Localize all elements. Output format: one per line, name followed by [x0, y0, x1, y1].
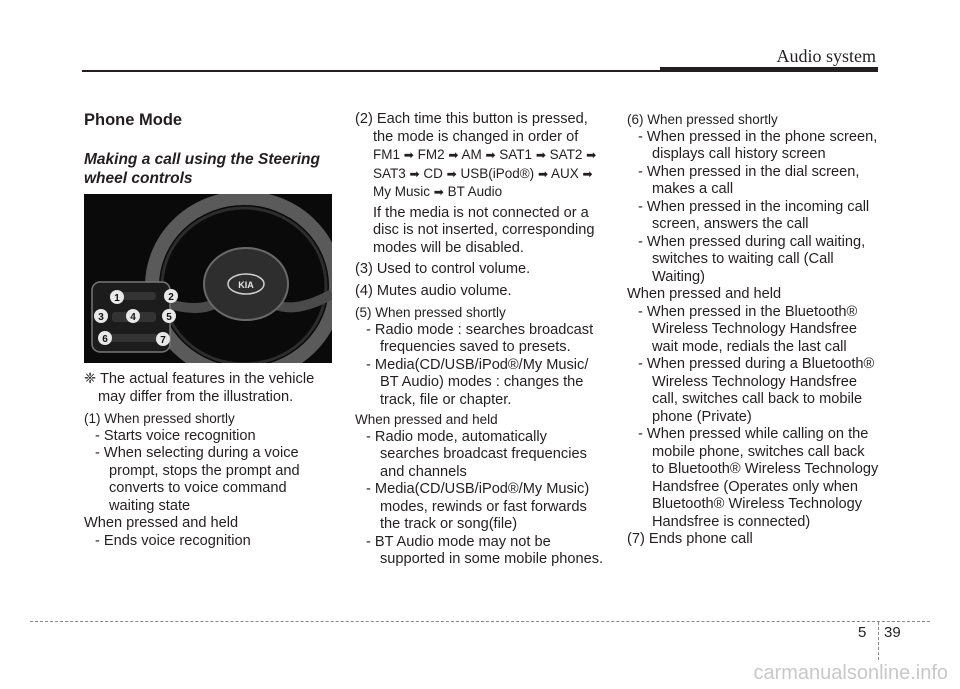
held-2-c: - BT Audio mode may not be supported in some mobile phones. [366, 533, 604, 567]
section-heading: Phone Mode [84, 111, 183, 129]
svg-text:3: 3 [98, 312, 104, 323]
running-header-title: Audio system [776, 46, 876, 66]
item-2-text: (2) Each time this button is pressed, the mode is changed in order of [355, 111, 588, 145]
column-1 [84, 371, 336, 550]
held-2-a: - Radio mode, automatically searches broadcast frequencies and channels [366, 428, 587, 480]
kia-logo-text: KIA [238, 280, 254, 290]
item-1-b: - When selecting during a voice prompt, stops the prompt and converts to voice command waiting state [95, 445, 300, 514]
steering-wheel-illustration [84, 194, 332, 363]
held-title-1: When pressed and held [84, 515, 239, 531]
held-title-3: When pressed and held [627, 286, 782, 302]
svg-text:2: 2 [168, 292, 174, 303]
held-3-a: - When pressed in the Bluetooth® Wireless Technology Handsfree wait mode, redials the last call [638, 303, 858, 355]
section-subheading: Making a call using the Steering wheel controls [84, 151, 320, 187]
svg-text:7: 7 [160, 335, 166, 346]
item-5-a: - Radio mode : searches broadcast frequencies saved to presets. [366, 321, 594, 355]
item-7: (7) Ends phone call [627, 531, 753, 547]
steering-wheel-figure [84, 194, 332, 363]
svg-text:4: 4 [130, 312, 136, 323]
item-6-title: (6) When pressed shortly [627, 112, 778, 127]
item-3: (3) Used to control volume. [355, 261, 531, 277]
held-title-2: When pressed and held [355, 412, 498, 427]
item-4: (4) Mutes audio volume. [355, 282, 512, 299]
item-6-c: - When pressed in the incoming call screen, answers the call [638, 198, 870, 232]
item-5-title: (5) When pressed shortly [355, 305, 506, 320]
footer-divider [878, 622, 879, 660]
item-6-b: - When pressed in the dial screen, makes a call [638, 163, 860, 197]
held-1-a: - Ends voice recognition [95, 532, 251, 549]
item-6-a: - When pressed in the phone screen, displays call history screen [638, 128, 878, 162]
held-3-c: - When pressed while calling on the mobile phone, switches call back to Bluetooth® Wireless Technology Handsfree (Operates only when Bluetooth® Wireless Technology Handsfree is connected) [638, 426, 879, 530]
column-3 [627, 111, 879, 549]
svg-text:1: 1 [114, 293, 120, 304]
item-1-title: (1) When pressed shortly [84, 411, 235, 426]
svg-text:6: 6 [102, 334, 108, 345]
page-number: 39 [884, 624, 901, 641]
item-5-b: - Media(CD/USB/iPod®/My Music/ BT Audio) modes : changes the track, file or chapter. [366, 356, 589, 408]
column-2 [355, 111, 605, 569]
svg-text:5: 5 [166, 312, 172, 323]
item-1-a: - Starts voice recognition [95, 427, 256, 444]
header-rule-accent [660, 67, 878, 72]
illustration-note: ❈ The actual features in the vehicle may differ from the illustration. [84, 371, 315, 405]
watermark: carmanualsonline.info [753, 662, 948, 684]
held-3-b: - When pressed during a Bluetooth® Wireless Technology Handsfree call, switches call back to mobile phone (Private) [638, 356, 875, 425]
held-2-b: - Media(CD/USB/iPod®/My Music) modes, rewinds or fast forwards the track or song(file) [366, 481, 590, 532]
footer-rule [30, 621, 930, 622]
item-2-note: If the media is not connected or a disc is not inserted, corresponding modes will be disabled. [373, 204, 595, 256]
section-number: 5 [858, 624, 867, 641]
mode-sequence: FM1 ➡ FM2 ➡ AM ➡ SAT1 ➡ SAT2 ➡ SAT3 ➡ CD ➡ USB(iPod®) ➡ AUX ➡ My Music ➡ BT Audio [373, 147, 597, 199]
item-6-d: - When pressed during call waiting, switches to waiting call (Call Waiting) [638, 233, 866, 285]
